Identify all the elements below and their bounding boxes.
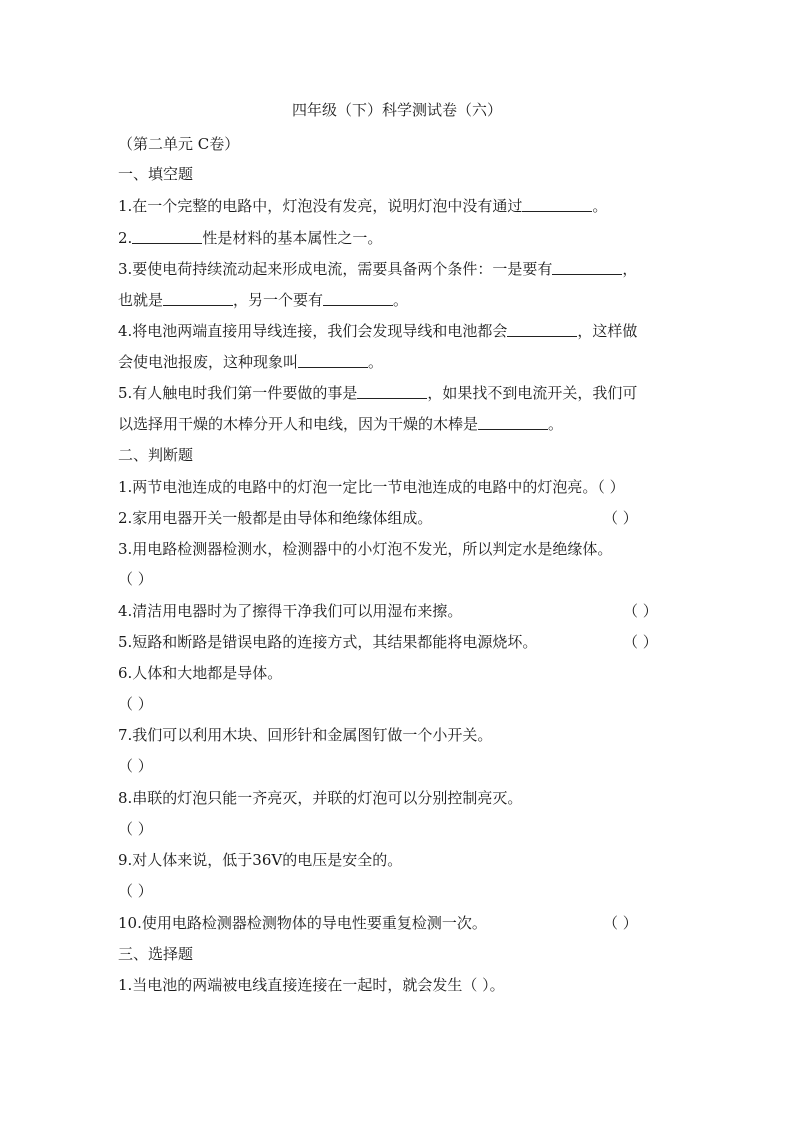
question-text: 1.在一个完整的电路中，灯泡没有发亮，说明灯泡中没有通过 (118, 197, 523, 215)
question-text: 。 (393, 291, 409, 309)
question-text: 以选择用干燥的木棒分开人和电线，因为干燥的木棒是 (118, 415, 479, 433)
fill-question-4-line-1 (118, 320, 637, 342)
answer-blank (552, 260, 622, 275)
tf-question-7: 7.我们可以利用木块、回形针和金属图钉做一个小开关。 (118, 726, 493, 744)
question-text: 。 (368, 353, 384, 371)
answer-paren: （ ） (603, 509, 638, 527)
question-text: ，另一个要有 (233, 291, 324, 309)
answer-blank (478, 415, 548, 430)
page-title: 四年级（下）科学测试卷（六） (291, 101, 502, 119)
question-text: 5.有人触电时我们第一件要做的事是 (118, 384, 358, 402)
answer-paren: （ ） (118, 695, 153, 713)
choice-question-1: 1.当电池的两端被电线直接连接在一起时，就会发生（ ）。 (118, 976, 505, 994)
section-heading-true-false: 二、判断题 (118, 446, 194, 464)
answer-paren: （ ） (118, 757, 153, 775)
section-heading-multiple-choice: 三、选择题 (118, 945, 194, 963)
tf-question-6: 6.人体和大地都是导体。 (118, 664, 283, 682)
fill-question-5-line-1 (118, 382, 637, 404)
tf-question-2: 2.家用电器开关一般都是由导体和绝缘体组成。 (118, 509, 433, 527)
answer-paren: （ ） (118, 882, 153, 900)
answer-blank (507, 322, 577, 337)
question-text: 。 (548, 415, 564, 433)
fill-question-3-line-2 (118, 289, 408, 311)
answer-paren: （ ） (623, 633, 658, 651)
fill-question-5-line-2 (118, 413, 563, 435)
question-text: 会使电池报废，这种现象叫 (118, 353, 299, 371)
answer-blank (357, 384, 427, 399)
fill-question-3-line-1 (118, 258, 637, 280)
tf-question-8: 8.串联的灯泡只能一齐亮灭，并联的灯泡可以分别控制亮灭。 (118, 789, 523, 807)
fill-question-1 (118, 195, 607, 217)
tf-question-5: 5.短路和断路是错误电路的连接方式，其结果都能将电源烧坏。 (118, 633, 538, 651)
tf-question-10: 10.使用电路检测器检测物体的导电性要重复检测一次。 (118, 914, 487, 932)
question-text: 2. (118, 229, 133, 247)
answer-paren: （ ） (118, 570, 153, 588)
question-text: 4.将电池两端直接用导线连接，我们会发现导线和电池都会 (118, 322, 508, 340)
section-heading-fill-blank: 一、填空题 (118, 165, 194, 183)
answer-blank (323, 291, 393, 306)
answer-paren: （ ） (118, 820, 153, 838)
answer-paren: （ ） (603, 914, 638, 932)
tf-question-3: 3.用电路检测器检测水，检测器中的小灯泡不发光，所以判定水是绝缘体。 (118, 540, 613, 558)
tf-question-9: 9.对人体来说，低于36V的电压是安全的。 (118, 851, 403, 869)
page-subtitle: （第二单元 C卷） (118, 135, 240, 153)
answer-blank (522, 197, 592, 212)
question-text: 3.要使电荷持续流动起来形成电流，需要具备两个条件：一是要有 (118, 260, 553, 278)
fill-question-4-line-2 (118, 351, 383, 373)
question-text: ， (622, 260, 638, 278)
answer-paren: （ ） (623, 602, 658, 620)
answer-blank (298, 353, 368, 368)
question-text: ，如果找不到电流开关，我们可 (427, 384, 638, 402)
question-text: 性是材料的基本属性之一。 (202, 229, 383, 247)
question-text: 。 (592, 197, 608, 215)
answer-blank (163, 291, 233, 306)
question-text: ，这样做 (577, 322, 638, 340)
question-text: 也就是 (118, 291, 164, 309)
fill-question-2 (118, 227, 382, 249)
answer-blank (132, 229, 202, 244)
tf-question-4: 4.清洁用电器时为了擦得干净我们可以用湿布来擦。 (118, 602, 463, 620)
tf-question-1: 1.两节电池连成的电路中的灯泡一定比一节电池连成的电路中的灯泡亮。（ ） (118, 478, 625, 496)
